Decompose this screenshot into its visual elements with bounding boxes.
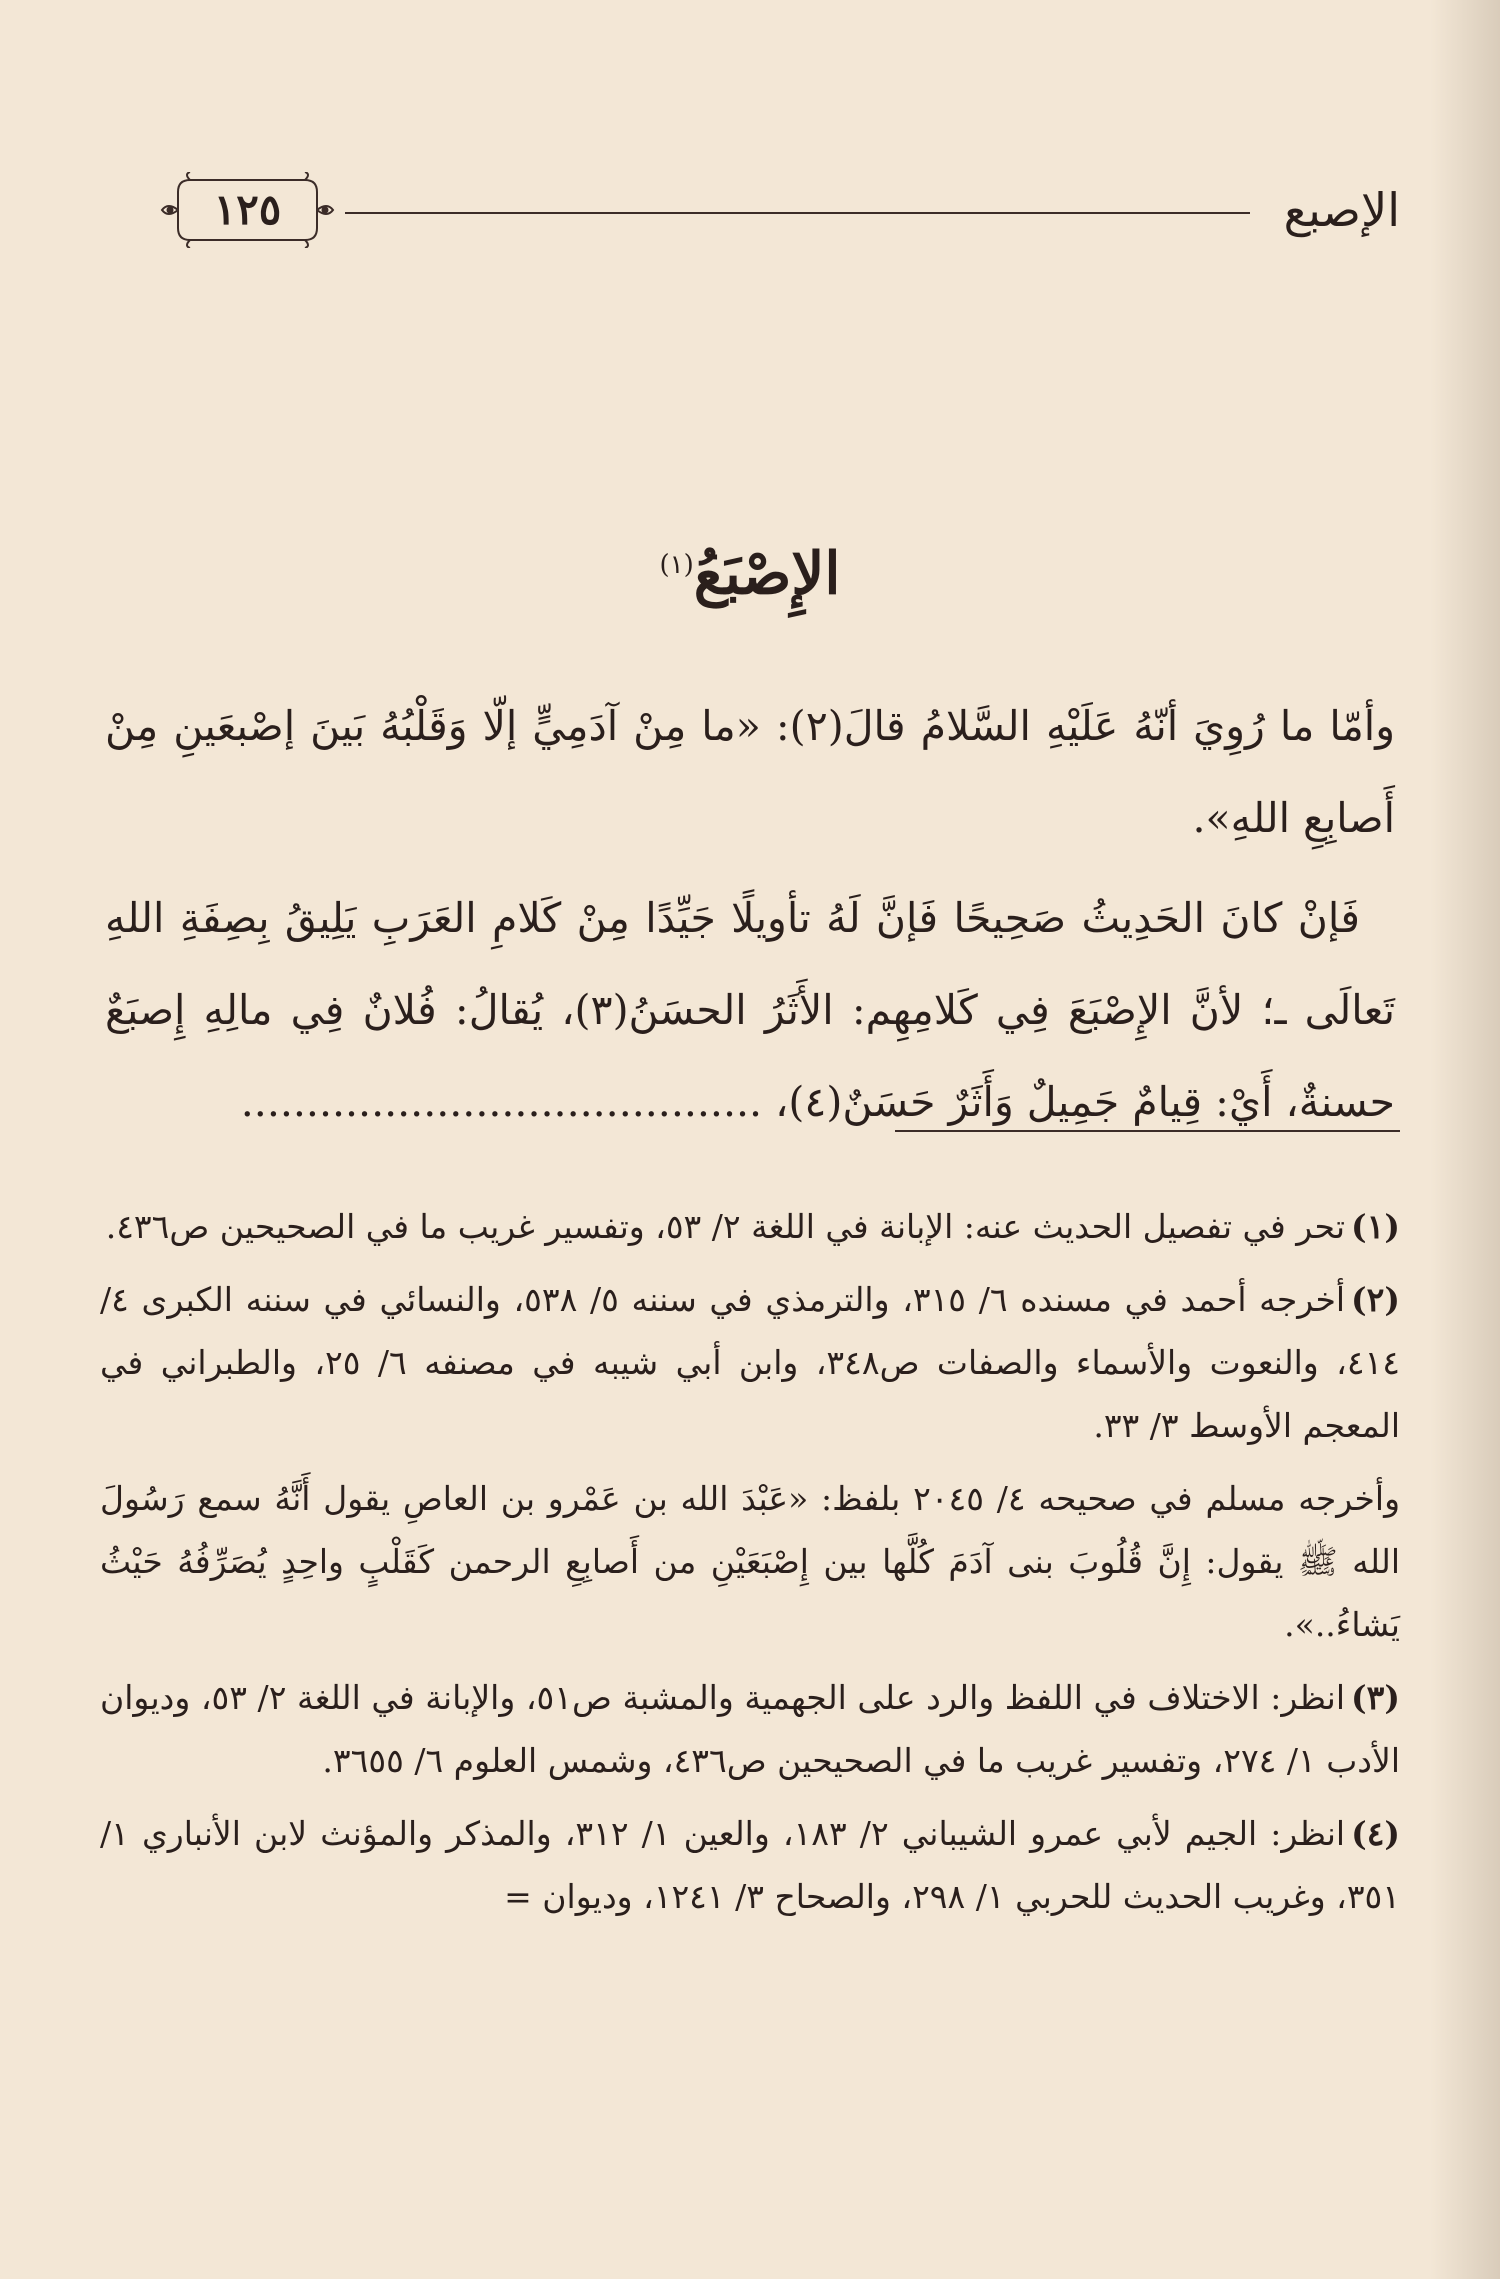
footnote-text: أخرجه أحمد في مسنده ٦/ ٣١٥، والترمذي في سننه ٥/ ٥٣٨، والنسائي في سننه الكبرى ٤/ ٤١٤، والنعوت والأسماء والصفات ص٣٤٨، وابن أبي شيبه في مصنفه ٦/ ٢٥، والطبراني في المعجم الأوسط ٣/ ٣٣.	[100, 1280, 1400, 1445]
footnote-1	[100, 1195, 1400, 1258]
footnote-text: انظر: الاختلاف في اللفظ والرد على الجهمية والمشبة ص٥١، والإبانة في اللغة ٢/ ٥٣، وديوان الأدب ١/ ٢٧٤، وتفسير غريب ما في الصحيحين ص٤٣٦، وشمس العلوم ٦/ ٣٦٥٥.	[100, 1678, 1400, 1780]
footnote-separator	[895, 1130, 1400, 1132]
footnote-number: (١)	[1351, 1207, 1400, 1246]
main-paragraph-1: وأمّا ما رُوِيَ أنّهُ عَلَيْهِ السَّلامُ قالَ(٢): «ما مِنْ آدَمِيٍّ إلّا وَقَلْبُهُ بَينَ إصْبعَينِ مِنْ أَصابِعِ اللهِ».	[105, 702, 1395, 842]
page-header	[160, 170, 1400, 250]
main-text	[105, 680, 1395, 1156]
footnote-number: (٤)	[1351, 1814, 1401, 1853]
chapter-title	[0, 520, 1500, 618]
footnote-number: (٣)	[1351, 1678, 1400, 1717]
chapter-title-text: الإِصْبَعُ	[693, 539, 841, 608]
running-title: الإصبع	[1283, 183, 1400, 237]
main-paragraph-2: فَإنْ كانَ الحَدِيثُ صَحِيحًا فَإنَّ لَهُ تأويلًا جَيِّدًا مِنْ كَلامِ العَرَبِ يَلِيقُ بِصِفَةِ اللهِ تَعالَى ـ؛ لأنَّ الإِصْبَعَ فِي كَلامِهِم: الأَثَرُ الحسَنُ(٣)، يُقالُ: فُلانٌ فِي مالِهِ إِصبَعٌ حسنةٌ، أَيْ: قِيامٌ جَمِيلٌ وَأَثَرٌ حَسَنٌ(٤)، ........................................	[105, 894, 1395, 1126]
footnote-2	[100, 1268, 1400, 1457]
page-number-ornament	[160, 172, 335, 248]
footnote-2-continuation: وأخرجه مسلم في صحيحه ٤/ ٢٠٤٥ بلفظ: «عَبْدَ الله بن عَمْرو بن العاصِ يقول أَنَّهُ سمع رَسُولَ الله ﷺ يقول: إِنَّ قُلُوبَ بنى آدَمَ كُلَّها بين إِصْبَعَيْنِ من أَصابِعِ الرحمن كَقَلْبٍ واحِدٍ يُصَرِّفُهُ حَيْثُ يَشاءُ..».	[100, 1479, 1401, 1644]
footnote-number: (٢)	[1351, 1280, 1401, 1319]
header-rule	[345, 212, 1250, 214]
chapter-title-footnote-mark: (١)	[659, 550, 694, 580]
footnote-text: انظر: الجيم لأبي عمرو الشيباني ٢/ ١٨٣، والعين ١/ ٣١٢، والمذكر والمؤنث لابن الأنباري ١/ ٣٥١، وغريب الحديث للحربي ١/ ٢٩٨، والصحاح ٣/ ١٢٤١، وديوان =	[100, 1814, 1400, 1916]
footnotes	[100, 1195, 1400, 1938]
footnote-3	[100, 1666, 1400, 1792]
footnote-4	[100, 1802, 1400, 1928]
footnote-text: تحر في تفصيل الحديث عنه: الإبانة في اللغة ٢/ ٥٣، وتفسير غريب ما في الصحيحين ص٤٣٦.	[105, 1207, 1346, 1246]
page-number: ١٢٥	[213, 185, 282, 234]
